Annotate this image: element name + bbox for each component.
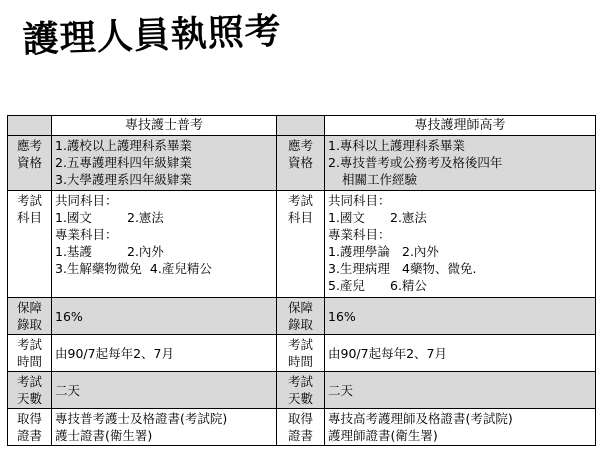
cell-rn-admission: 16% [325,298,596,335]
cell-rn-subjects: 共同科目： 1.國文 2.憲法 專業科目： 1.護理學論 2.內外 3.生理病理 4藥物、微免. 5.產兒 6.精公 [325,191,596,298]
table-row-subjects [8,191,596,298]
row-label-admission: 保障 錄取 [8,298,52,335]
row-label-qualification-right: 應考 資格 [277,136,325,191]
cell-rn-qualification: 1.專科以上護理科系畢業 2.專技普考或公務考及格後四年 相關工作經驗 [325,136,596,191]
row-label-qualification: 應考 資格 [8,136,52,191]
header-rn-exam: 專技護理師高考 [325,116,596,136]
header-corner-left [8,116,52,136]
cell-rn-exam-days: 二天 [325,372,596,409]
row-label-exam-time-right: 考試 時間 [277,335,325,372]
table-row-exam-days [8,372,596,409]
cell-nurse-qualification: 1.護校以上護理科系畢業 2.五專護理科四年級肄業 3.大學護理系四年級肄業 [52,136,277,191]
row-label-subjects-right: 考試 科目 [277,191,325,298]
cell-nurse-certificate: 專技普考護士及格證書(考試院) 護士證書(衛生署) [52,409,277,446]
table-row-admission [8,298,596,335]
cell-rn-exam-time: 由90/7起每年2、7月 [325,335,596,372]
row-label-exam-days: 考試 天數 [8,372,52,409]
row-label-exam-days-right: 考試 天數 [277,372,325,409]
row-label-certificate-right: 取得 證書 [277,409,325,446]
row-label-subjects: 考試 科目 [8,191,52,298]
cell-nurse-admission: 16% [52,298,277,335]
page-title: 護理人員執照考 [22,9,283,61]
table-header-row [8,116,596,136]
header-corner-right [277,116,325,136]
header-nurse-exam: 專技護士普考 [52,116,277,136]
row-label-admission-right: 保障 錄取 [277,298,325,335]
cell-rn-certificate: 專技高考護理師及格證書(考試院) 護理師證書(衛生署) [325,409,596,446]
cell-nurse-subjects: 共同科目： 1.國文 2.憲法 專業科目： 1.基護 2.內外 3.生解藥物微免 4.產兒精公 [52,191,277,298]
row-label-certificate: 取得 證書 [8,409,52,446]
table-row-certificate [8,409,596,446]
table-row-qualification [8,136,596,191]
row-label-exam-time: 考試 時間 [8,335,52,372]
exam-comparison-table [7,115,596,446]
cell-nurse-exam-time: 由90/7起每年2、7月 [52,335,277,372]
cell-nurse-exam-days: 二天 [52,372,277,409]
table-row-exam-time [8,335,596,372]
